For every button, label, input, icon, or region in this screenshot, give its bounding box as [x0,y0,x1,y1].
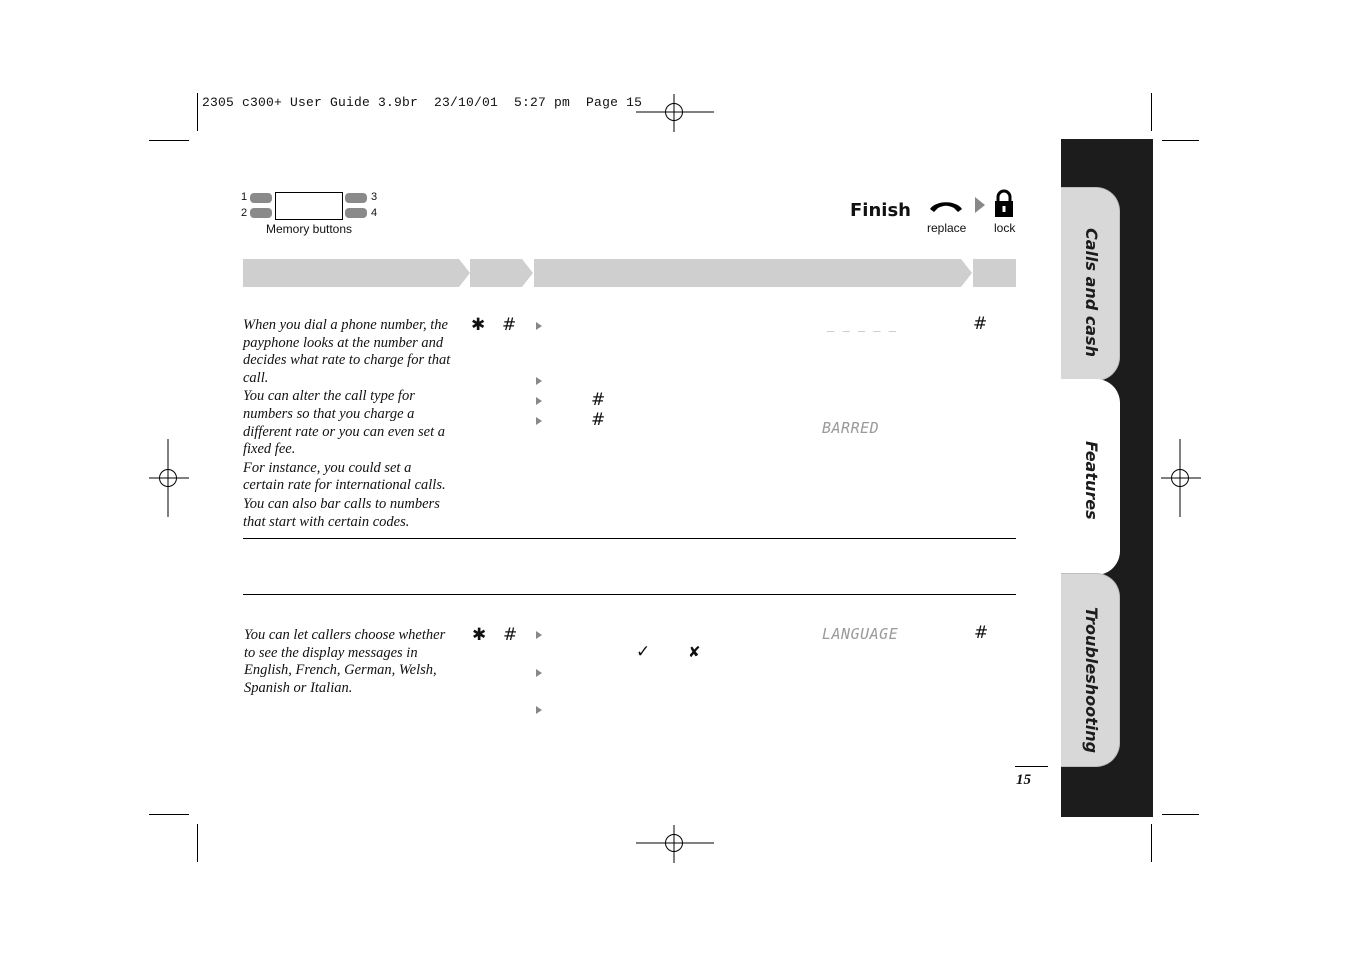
memory-label-3: 3 [371,191,378,203]
section1-text [243,317,455,531]
hash-key-icon: # [591,390,606,410]
tab-troubleshooting[interactable] [1061,573,1120,767]
section1-paragraph-4: You can also bar calls to numbers that start with certain codes. [243,495,440,530]
print-slug: 2305 c300+ User Guide 3.9br 23/10/01 5:27 pm Page 15 [202,95,643,110]
tick-icon: ✓ [636,642,651,662]
pointer-arrow-icon [536,669,542,677]
memory-button-3 [345,193,367,203]
pointer-arrow-icon [536,377,542,385]
pointer-arrow-icon [536,322,542,330]
page-number: 15 [1016,772,1031,788]
tab-features[interactable] [1061,379,1120,575]
hash-key-icon: # [503,625,518,645]
lock-label: lock [994,221,1016,235]
tab-calls-and-cash-label: Calls and cash [1082,228,1101,358]
star-key-icon: ✱ [471,315,486,335]
star-key-icon: ✱ [472,625,487,645]
memory-button-2 [250,208,272,218]
display-barred: BARRED [822,419,880,437]
section1-paragraph-3: For instance, you could set a certain rate for international calls. [243,459,446,494]
header-bar-4 [973,259,1016,287]
hash-key-icon: # [591,410,606,430]
display-dashes: _ _ _ _ _ [827,318,897,332]
section-divider-2 [243,594,1016,595]
section2-paragraph: You can let callers choose whether to see the display messages in English, French, German, Welsh, Spanish or Italian. [244,627,446,696]
tab-features-label: Features [1082,441,1101,520]
header-bar-3 [534,259,973,287]
hash-key-icon: # [502,315,517,335]
registration-mark-left [149,439,189,517]
memory-button-4 [345,208,367,218]
registration-mark-bottom [636,825,714,863]
pointer-arrow-icon [536,397,542,405]
page-number-rule [1015,766,1048,767]
header-bar-1 [243,259,471,287]
pointer-arrow-icon [536,417,542,425]
section1-paragraph-1: When you dial a phone number, the payphone looks at the number and decides what rate to charge for that call. [243,317,451,386]
hash-key-icon: # [974,623,989,643]
memory-label-1: 1 [241,191,248,203]
finish-title: Finish [850,200,911,221]
tab-calls-and-cash[interactable] [1061,187,1120,381]
memory-label-4: 4 [371,207,378,219]
memory-button-1 [250,193,272,203]
handset-icon [928,198,964,214]
tab-troubleshooting-label: Troubleshooting [1082,607,1101,754]
pointer-arrow-icon [536,706,542,714]
memory-buttons-caption: Memory buttons [266,222,353,236]
replace-label: replace [927,221,967,235]
memory-label-2: 2 [241,207,248,219]
header-bar-2 [470,259,534,287]
memory-display-box [275,192,343,220]
section-divider-1 [243,538,1016,539]
cross-icon: ✘ [688,643,701,661]
registration-mark-top [636,94,714,132]
padlock-icon [993,189,1015,219]
display-language: LANGUAGE [822,625,899,643]
section1-paragraph-2: You can alter the call type for numbers so that you charge a different rate or you can even set a fixed fee. [243,388,446,458]
pointer-arrow-icon [536,631,542,639]
pointer-arrow-icon [974,196,986,214]
registration-mark-right [1161,439,1201,517]
hash-key-icon: # [973,314,988,334]
